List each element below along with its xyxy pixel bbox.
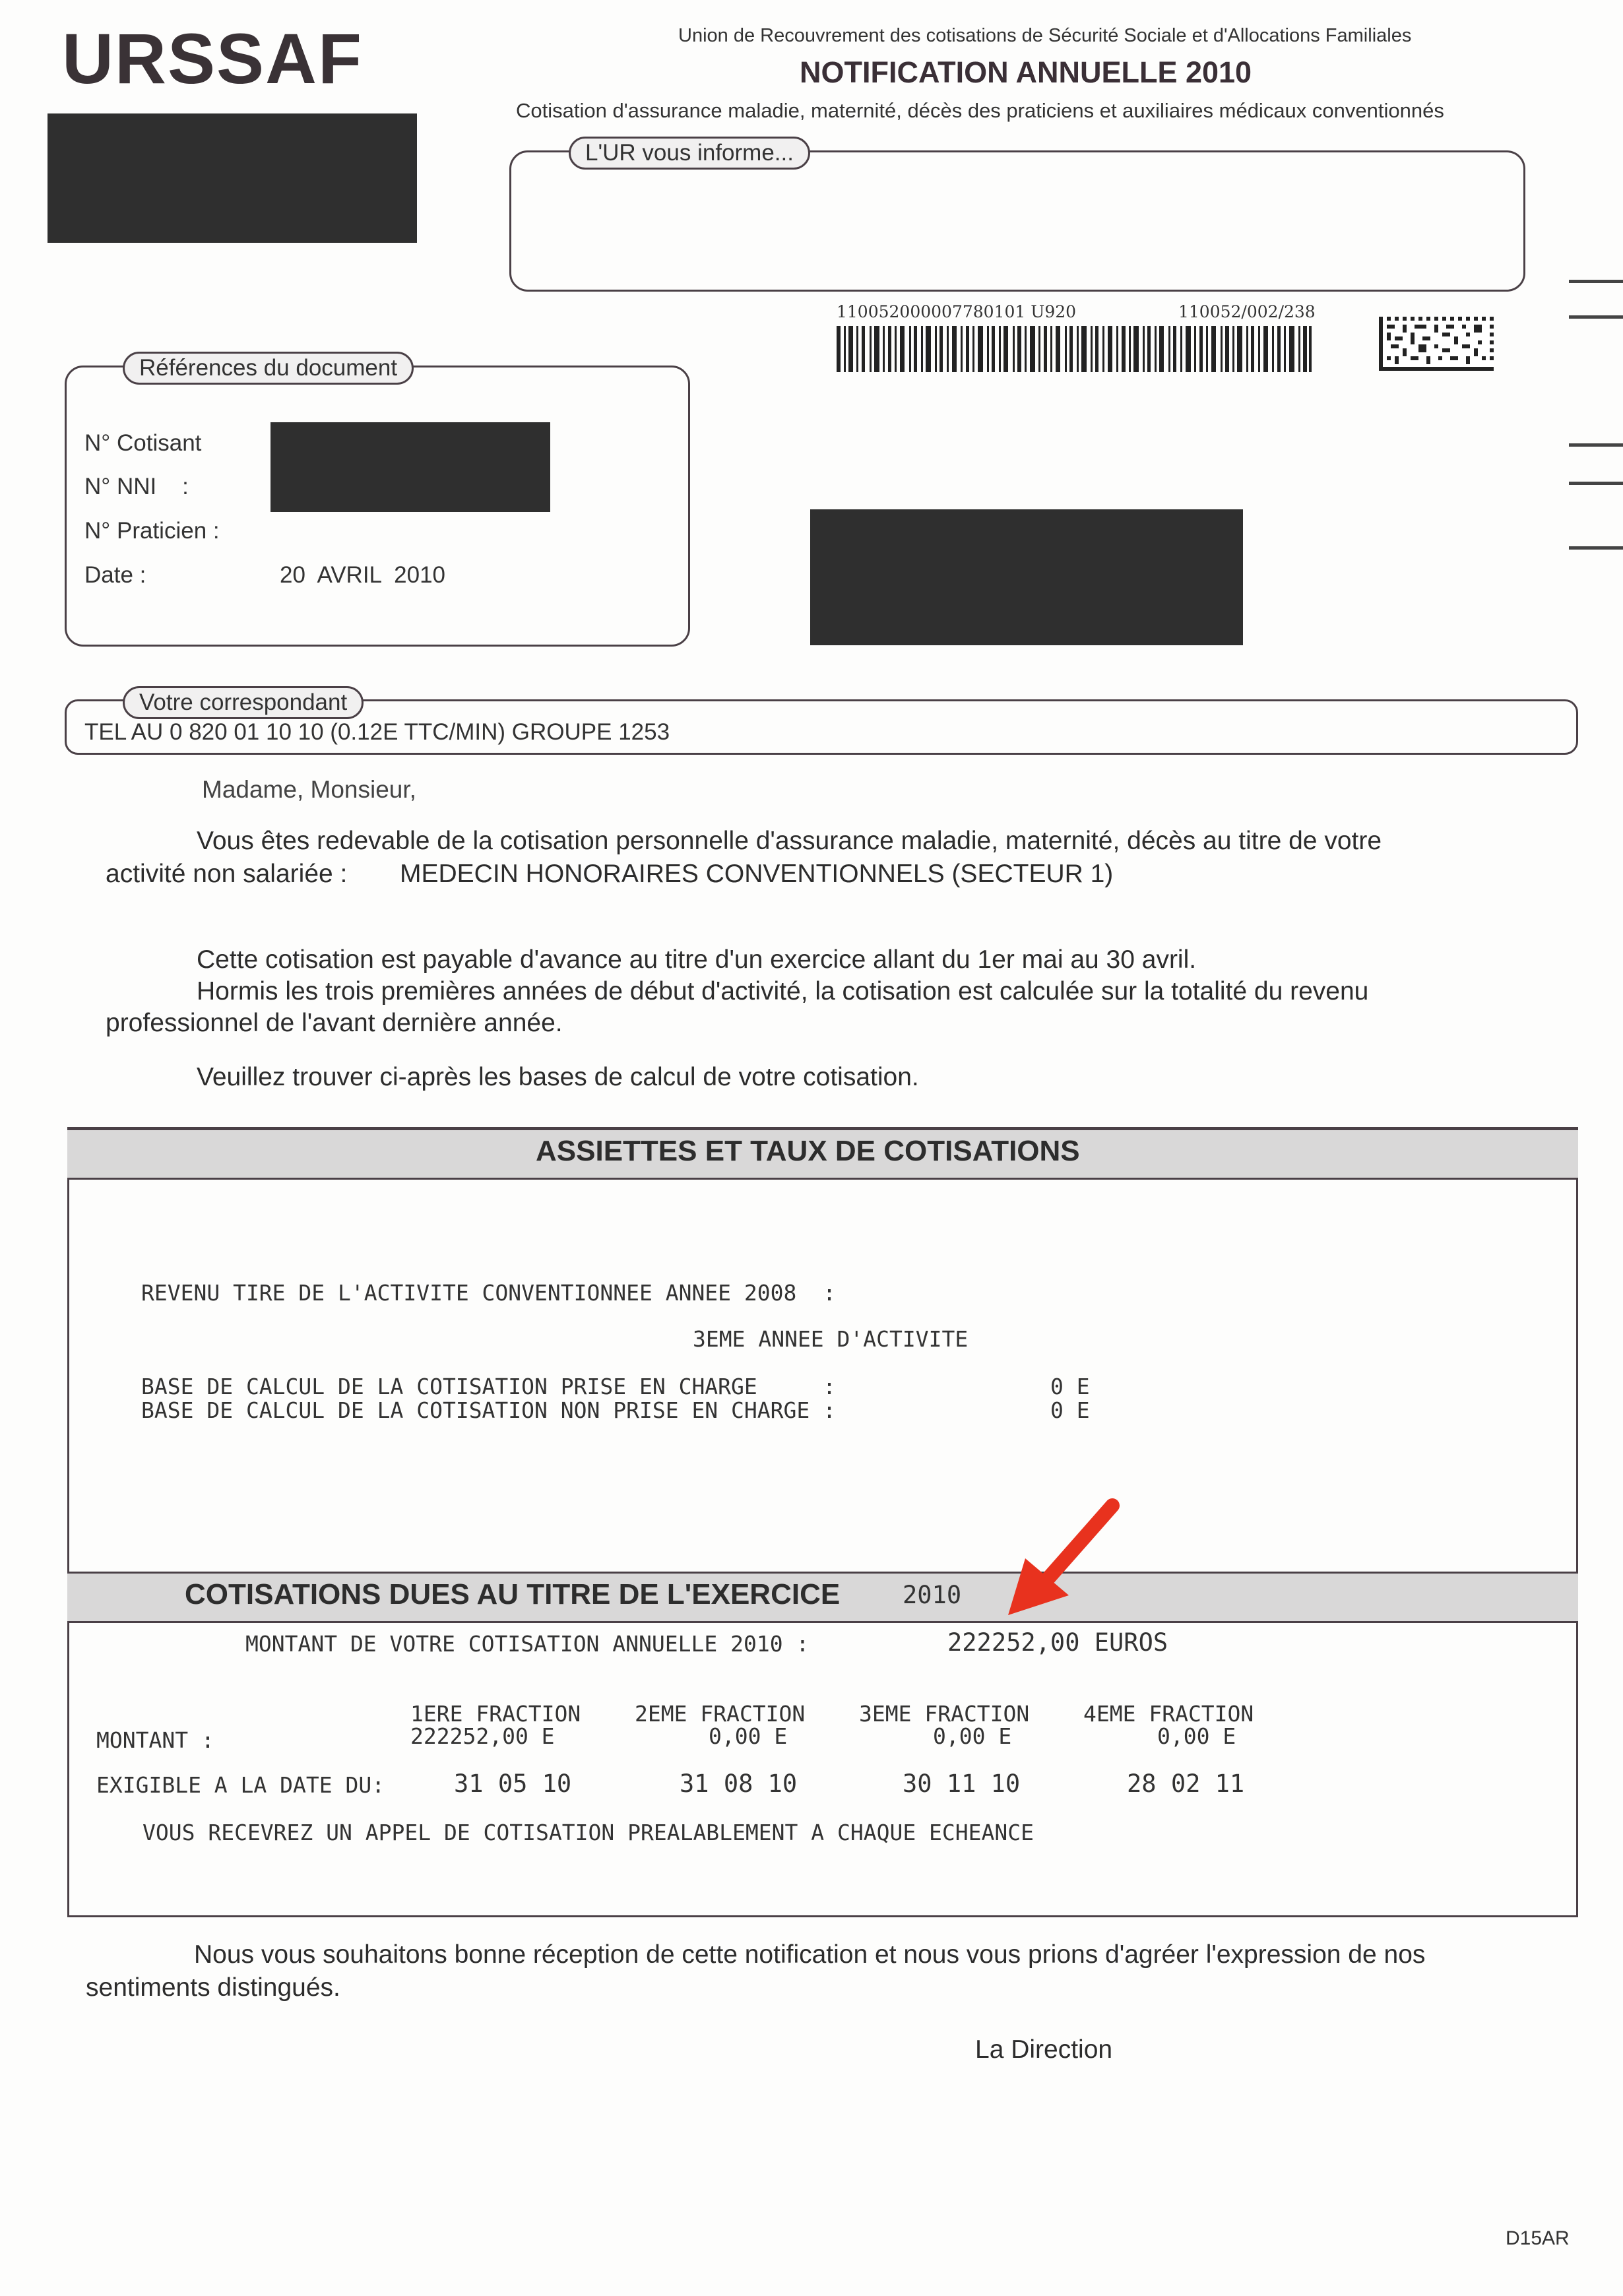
document-subtitle: Cotisation d'assurance maladie, maternité, décès des praticiens et auxiliaires médicaux conventionnés (516, 99, 1444, 122)
paragraph-2-line-3: professionnel de l'avant dernière année. (106, 1009, 563, 1037)
edge-mark (1569, 315, 1623, 319)
cotisant-label: N° Cotisant (84, 430, 202, 456)
redacted-recipient-address (810, 509, 1243, 645)
redacted-address-block (48, 113, 417, 243)
montant-annuel-value: 222252,00 EUROS (947, 1628, 1168, 1657)
fraction-1-amount: 222252,00 E (410, 1723, 555, 1749)
paragraph-2-line-1: Cette cotisation est payable d'avance au titre d'un exercice allant du 1er mai au 30 avril. (197, 945, 1197, 974)
nni-label: N° NNI : (84, 474, 189, 499)
urssaf-logo: URSSAF (62, 18, 364, 98)
date-value: 20 AVRIL 2010 (280, 562, 446, 588)
fraction-2-label: 2EME FRACTION (635, 1701, 806, 1727)
base-prise-label: BASE DE CALCUL DE LA COTISATION PRISE EN CHARGE : (141, 1374, 836, 1399)
annee-activite: 3EME ANNEE D'ACTIVITE (693, 1326, 969, 1352)
montant-annuel-label: MONTANT DE VOTRE COTISATION ANNUELLE 2010 : (245, 1631, 810, 1657)
fraction-3-label: 3EME FRACTION (859, 1701, 1030, 1727)
fraction-2-date: 31 08 10 (680, 1770, 798, 1798)
datamatrix-icon (1379, 317, 1494, 371)
closing-line-2: sentiments distingués. (86, 1973, 340, 2002)
closing-line-1: Nous vous souhaitons bonne réception de cette notification et nous vous prions d'agréer l'expression de nos (194, 1940, 1426, 1969)
assiettes-frame (67, 1127, 1578, 1917)
document-title: NOTIFICATION ANNUELLE 2010 (800, 55, 1252, 89)
fraction-1-label: 1ERE FRACTION (410, 1701, 581, 1727)
paragraph-3: Veuillez trouver ci-après les bases de calcul de votre cotisation. (197, 1063, 919, 1091)
fraction-3-date: 30 11 10 (903, 1770, 1021, 1798)
red-arrow-icon (1003, 1498, 1122, 1623)
references-tab: Références du document (123, 352, 414, 385)
correspondant-tab: Votre correspondant (123, 686, 364, 719)
montant-label: MONTANT : (96, 1727, 214, 1753)
ur-info-tab: L'UR vous informe... (569, 137, 810, 170)
praticien-label: N° Praticien : (84, 518, 220, 544)
barcode-code-right: 110052/002/238 (1178, 302, 1316, 321)
redacted-identifiers (270, 422, 550, 512)
paragraph-1-line-2-label: activité non salariée : (106, 860, 348, 888)
edge-mark (1569, 546, 1623, 550)
paragraph-1-line-1: Vous êtes redevable de la cotisation personnelle d'assurance maladie, maternité, décès au titre de votre (197, 827, 1382, 855)
form-code: D15AR (1506, 2227, 1570, 2249)
barcode-code-left: 110052000007780101 U920 (837, 302, 1077, 321)
edge-mark (1569, 280, 1623, 283)
edge-mark (1569, 482, 1623, 485)
edge-mark (1569, 443, 1623, 447)
fraction-4-amount: 0,00 E (1157, 1723, 1236, 1749)
fraction-1-date: 31 05 10 (454, 1770, 572, 1798)
base-prise-value: 0 E (1050, 1374, 1090, 1399)
correspondant-phone: TEL AU 0 820 01 10 10 (0.12E TTC/MIN) GROUPE 1253 (84, 719, 670, 745)
date-label: Date : (84, 562, 146, 588)
base-non-prise-value: 0 E (1050, 1397, 1090, 1423)
cotisations-title: COTISATIONS DUES AU TITRE DE L'EXERCICE (185, 1578, 841, 1610)
assiettes-title: ASSIETTES ET TAUX DE COTISATIONS (536, 1135, 1080, 1167)
fraction-3-amount: 0,00 E (933, 1723, 1012, 1749)
paragraph-2-line-2: Hormis les trois premières années de début d'activité, la cotisation est calculée sur la totalité du revenu (197, 977, 1369, 1005)
barcode-icon (837, 326, 1312, 372)
cotisations-year: 2010 (903, 1581, 962, 1609)
fraction-4-date: 28 02 11 (1127, 1770, 1245, 1798)
fraction-4-label: 4EME FRACTION (1083, 1701, 1254, 1727)
organisation-name: Union de Recouvrement des cotisations de Sécurité Sociale et d'Allocations Familiales (678, 25, 1412, 46)
revenu-label: REVENU TIRE DE L'ACTIVITE CONVENTIONNEE ANNEE 2008 : (141, 1280, 836, 1306)
base-non-prise-label: BASE DE CALCUL DE LA COTISATION NON PRISE EN CHARGE : (141, 1397, 836, 1423)
salutation: Madame, Monsieur, (202, 776, 416, 803)
ur-info-box (509, 150, 1525, 292)
appel-note: VOUS RECEVREZ UN APPEL DE COTISATION PREALABLEMENT A CHAQUE ECHEANCE (143, 1820, 1034, 1845)
signature: La Direction (975, 2035, 1113, 2064)
exigible-label: EXIGIBLE A LA DATE DU: (96, 1772, 385, 1798)
activity-value: MEDECIN HONORAIRES CONVENTIONNELS (SECTEUR 1) (400, 860, 1114, 888)
fraction-2-amount: 0,00 E (709, 1723, 788, 1749)
